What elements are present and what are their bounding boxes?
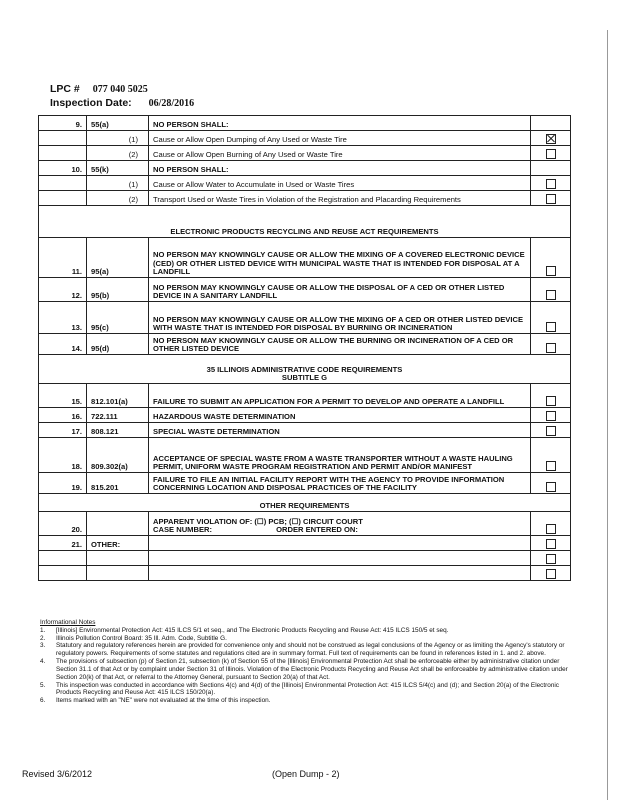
page-label: (Open Dump - 2) (272, 769, 340, 779)
section-heading-row (39, 355, 571, 384)
inspection-date-label: Inspection Date: (50, 97, 132, 109)
note-text: The provisions of subsection (p) of Section 21, subsection (k) of Section 55 of the [Illinois] Environmental Protection Act shall be enforceable either by administrative citation under Section 31.1 of that Act or by complaint under Section 31 of Illinois. Violation of the Electronic Products Recycling and Reuse Act shall be enforceable by administrative citation under Section 20(k) of that Act, or referral to the Attorney General, pursuant to Section 20(a) of that Act. (56, 658, 568, 681)
table-row (39, 334, 571, 355)
checkbox-cell (531, 408, 571, 423)
violation-checkbox[interactable] (546, 554, 556, 564)
checkbox-cell (531, 238, 571, 278)
section-ref: 95(a) (87, 238, 149, 278)
requirement-text: Cause or Allow Open Dumping of Any Used or Waste Tire (149, 131, 531, 146)
checkbox-cell (531, 131, 571, 146)
violation-checkbox[interactable] (546, 461, 556, 471)
violation-checkbox[interactable] (546, 482, 556, 492)
note-item (40, 682, 580, 698)
violation-checkbox[interactable] (546, 134, 556, 144)
checkbox-cell (531, 423, 571, 438)
table-row (39, 131, 571, 146)
violation-checkbox[interactable] (546, 524, 556, 534)
requirement-text: HAZARDOUS WASTE DETERMINATION (149, 408, 531, 423)
section-ref: (2) (87, 146, 149, 161)
violation-checkbox[interactable] (546, 426, 556, 436)
checkbox-cell (531, 146, 571, 161)
empty-cell (531, 116, 571, 131)
item-number: 12. (39, 278, 87, 302)
note-text: This inspection was conducted in accordance with Sections 4(c) and 4(d) of the [Illinois] Environmental Protection Act: 415 ILCS 5/4(c) and (d); and Section 20(a) of the Electronic Products Recycling and Reuse Act: 415 ILCS 150/20(a). (56, 681, 559, 697)
inspection-date-line (50, 97, 194, 109)
note-text: [Illinois] Environmental Protection Act: 415 ILCS 5/1 et seq., and The Electronic Products Recycling and Reuse Act: 415 ILCS 150/5 et seq. (56, 626, 449, 634)
other-text-cell[interactable] (149, 566, 531, 581)
revised-date: Revised 3/6/2012 (22, 769, 93, 779)
requirement-text: NO PERSON MAY KNOWINGLY CAUSE OR ALLOW THE DISPOSAL OF A CED OR OTHER LISTED DEVICE IN A SANITARY LANDFILL (149, 278, 531, 302)
table-row (39, 161, 571, 176)
section-ref: 55(a) (87, 116, 149, 131)
checkbox-cell (531, 551, 571, 566)
violation-checkbox[interactable] (546, 266, 556, 276)
lpc-label: LPC # (50, 83, 80, 95)
requirement-text: NO PERSON MAY KNOWINGLY CAUSE OR ALLOW THE BURNING OR INCINERATION OF A CED OR OTHER LISTED DEVICE (149, 334, 531, 355)
checkbox-cell (531, 278, 571, 302)
other-label: OTHER: (87, 536, 149, 551)
item-number (39, 176, 87, 191)
apparent-violation-text (149, 512, 531, 536)
note-item (40, 642, 580, 658)
checkbox-cell (531, 191, 571, 206)
heading-line: 35 ILLINOIS ADMINISTRATIVE CODE REQUIREMENTS (206, 364, 403, 374)
requirement-text: NO PERSON MAY KNOWINGLY CAUSE OR ALLOW THE MIXING OF A CED OR OTHER LISTED DEVICE WITH WASTE THAT IS INTENDED FOR DISPOSAL BY BURNING OR INCINERATION (149, 302, 531, 334)
section-heading (39, 355, 571, 384)
section-ref: 808.121 (87, 423, 149, 438)
violation-line: APPARENT VIOLATION OF: (☐) PCB; (☐) CIRCUIT COURT (153, 516, 363, 526)
violation-checkbox[interactable] (546, 194, 556, 204)
item-number: 19. (39, 473, 87, 494)
violation-checkbox[interactable] (546, 179, 556, 189)
empty-cell (531, 161, 571, 176)
empty-cell (87, 566, 149, 581)
violation-checkbox[interactable] (546, 322, 556, 332)
section-ref: 815.201 (87, 473, 149, 494)
item-number: 13. (39, 302, 87, 334)
section-heading-row (39, 494, 571, 512)
case-number-label: CASE NUMBER: (153, 524, 213, 534)
empty-cell (39, 566, 87, 581)
violation-checkbox[interactable] (546, 539, 556, 549)
table-row (39, 536, 571, 551)
empty-cell (87, 551, 149, 566)
table-row (39, 408, 571, 423)
section-ref (87, 512, 149, 536)
item-number (39, 191, 87, 206)
item-number: 21. (39, 536, 87, 551)
note-number: 1. (40, 626, 46, 634)
item-number: 14. (39, 334, 87, 355)
requirement-text: Transport Used or Waste Tires in Violation of the Registration and Placarding Requirements (149, 191, 531, 206)
item-number: 17. (39, 423, 87, 438)
requirement-text: NO PERSON MAY KNOWINGLY CAUSE OR ALLOW THE MIXING OF A COVERED ELECTRONIC DEVICE (CED) OR OTHER LISTED DEVICE WITH MUNICIPAL WASTE THAT IS INTENDED FOR DISPOSAL AT A LANDFILL (149, 238, 531, 278)
section-ref: 812.101(a) (87, 384, 149, 408)
checkbox-cell (531, 566, 571, 581)
table-row (39, 438, 571, 473)
note-item (40, 658, 580, 681)
item-number: 10. (39, 161, 87, 176)
other-text-cell[interactable] (149, 536, 531, 551)
item-number (39, 146, 87, 161)
table-row (39, 384, 571, 408)
note-item (40, 627, 580, 635)
item-number: 9. (39, 116, 87, 131)
note-number: 2. (40, 634, 46, 642)
note-number: 5. (40, 681, 46, 689)
table-row (39, 238, 571, 278)
table-row (39, 473, 571, 494)
requirement-text: SPECIAL WASTE DETERMINATION (149, 423, 531, 438)
section-heading-row (39, 206, 571, 238)
violation-checkbox[interactable] (546, 411, 556, 421)
item-number: 16. (39, 408, 87, 423)
checkbox-cell (531, 473, 571, 494)
checkbox-cell (531, 512, 571, 536)
table-row (39, 423, 571, 438)
section-ref: 809.302(a) (87, 438, 149, 473)
section-ref: (2) (87, 191, 149, 206)
note-number: 6. (40, 697, 46, 705)
section-ref: 55(k) (87, 161, 149, 176)
section-heading (39, 494, 571, 512)
section-ref: 95(d) (87, 334, 149, 355)
heading-line: SUBTITLE G (281, 372, 328, 382)
checkbox-cell (531, 536, 571, 551)
checkbox-cell (531, 334, 571, 355)
informational-notes (40, 619, 580, 705)
empty-cell (39, 551, 87, 566)
requirement-text: Cause or Allow Water to Accumulate in Used or Waste Tires (149, 176, 531, 191)
table-row (39, 116, 571, 131)
checkbox-cell (531, 302, 571, 334)
inspection-date-value: 06/28/2016 (148, 98, 195, 109)
note-text: Statutory and regulatory references herein are provided for convenience only and should not be construed as legal conclusions of the Agency or as limiting the Agency's statutory or regulatory powers. Requirements of some statutes and regulations cited are in summary format. Full text of requirements can be found in references listed in 1. and 2. above. (56, 642, 565, 658)
note-text: Items marked with an "NE" were not evaluated at the time of this inspection. (56, 697, 271, 705)
other-text-cell[interactable] (149, 551, 531, 566)
violation-checkbox[interactable] (546, 149, 556, 159)
requirement-text: NO PERSON SHALL: (149, 116, 531, 131)
section-ref: 95(c) (87, 302, 149, 334)
item-number: 18. (39, 438, 87, 473)
note-item (40, 635, 580, 643)
checkbox-cell (531, 384, 571, 408)
violation-checkbox[interactable] (546, 290, 556, 300)
section-ref: (1) (87, 176, 149, 191)
table-row (39, 176, 571, 191)
section-ref: (1) (87, 131, 149, 146)
requirement-text: FAILURE TO FILE AN INITIAL FACILITY REPORT WITH THE AGENCY TO PROVIDE INFORMATION CONCERNING LOCATION AND DISPOSAL PRACTICES OF THE FACILITY (149, 473, 531, 494)
item-number: 11. (39, 238, 87, 278)
order-entered-label: ORDER ENTERED ON: (276, 524, 358, 534)
section-ref: 722.111 (87, 408, 149, 423)
case-line (153, 526, 526, 534)
table-row (39, 146, 571, 161)
item-number: 20. (39, 512, 87, 536)
note-text: Illinois Pollution Control Board: 35 Ill. Adm. Code, Subtitle G. (56, 634, 227, 642)
violation-checkbox[interactable] (546, 569, 556, 579)
checkbox-cell (531, 438, 571, 473)
heading-line: ELECTRONIC PRODUCTS RECYCLING AND REUSE ACT REQUIREMENTS (170, 226, 439, 236)
note-number: 3. (40, 642, 46, 650)
checkbox-cell (531, 176, 571, 191)
item-number (39, 131, 87, 146)
table-row (39, 302, 571, 334)
heading-line: OTHER REQUIREMENTS (259, 500, 350, 510)
table-row (39, 191, 571, 206)
requirement-text: Cause or Allow Open Burning of Any Used or Waste Tire (149, 146, 531, 161)
violation-checkbox[interactable] (546, 343, 556, 353)
section-heading (39, 206, 571, 238)
lpc-line (50, 83, 148, 95)
notes-title: Informational Notes (40, 619, 96, 626)
section-ref: 95(b) (87, 278, 149, 302)
requirement-text: NO PERSON SHALL: (149, 161, 531, 176)
table-row (39, 278, 571, 302)
requirement-text: FAILURE TO SUBMIT AN APPLICATION FOR A PERMIT TO DEVELOP AND OPERATE A LANDFILL (149, 384, 531, 408)
note-item (40, 697, 580, 705)
item-number: 15. (39, 384, 87, 408)
table-row (39, 566, 571, 581)
table-row (39, 512, 571, 536)
requirement-text: ACCEPTANCE OF SPECIAL WASTE FROM A WASTE TRANSPORTER WITHOUT A WASTE HAULING PERMIT, UNIFORM WASTE PROGRAM REGISTRATION AND PERMIT AND/OR MANIFEST (149, 438, 531, 473)
lpc-value: 077 040 5025 (92, 84, 148, 95)
violation-checkbox[interactable] (546, 396, 556, 406)
page-edge-line (607, 30, 608, 800)
table-row (39, 551, 571, 566)
requirements-table (38, 115, 571, 581)
note-number: 4. (40, 658, 46, 666)
